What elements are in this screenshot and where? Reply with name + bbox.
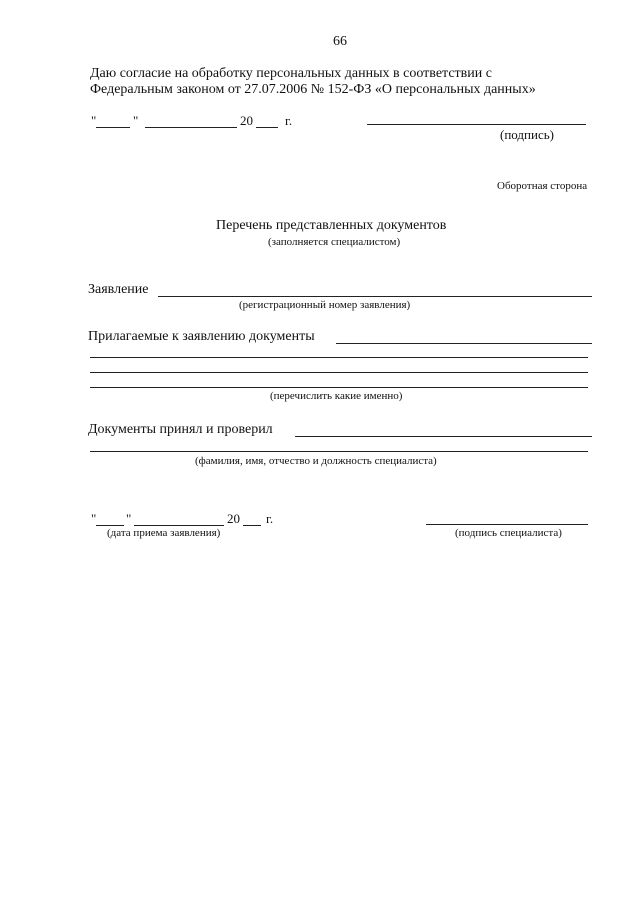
consent-day-field[interactable] [96, 127, 130, 128]
attachments-field-4[interactable] [90, 387, 588, 388]
consent-year-field[interactable] [256, 127, 278, 128]
page-number: 66 [333, 34, 347, 49]
footer-signature-caption: (подпись специалиста) [455, 527, 562, 539]
footer-quote-close: " [126, 511, 132, 526]
accepted-caption: (фамилия, имя, отчество и должность специалиста) [195, 455, 437, 467]
consent-text-line2: Федеральным законом от 27.07.2006 № 152-ФЗ «О персональных данных» [90, 82, 536, 97]
consent-text-line1: Даю согласие на обработку персональных данных в соответствии с [90, 66, 492, 81]
consent-year-prefix: 20 [240, 113, 253, 128]
consent-year-suffix: г. [285, 113, 293, 128]
attachments-field-3[interactable] [90, 372, 588, 373]
accepted-field-1[interactable] [295, 436, 592, 437]
footer-date-caption: (дата приема заявления) [107, 527, 221, 539]
consent-date-quote-open: " [91, 113, 97, 128]
list-subtitle: (заполняется специалистом) [268, 236, 401, 248]
accepted-label: Документы принял и проверил [88, 422, 273, 437]
footer-quote-open: " [91, 511, 97, 526]
application-label: Заявление [88, 282, 149, 297]
consent-month-field[interactable] [145, 127, 237, 128]
attachments-caption: (перечислить какие именно) [270, 390, 403, 402]
attachments-label: Прилагаемые к заявлению документы [88, 329, 315, 344]
consent-signature-caption: (подпись) [500, 127, 554, 142]
accepted-field-2[interactable] [90, 451, 588, 452]
attachments-field-1[interactable] [336, 343, 592, 344]
reverse-side-label: Оборотная сторона [497, 180, 588, 192]
footer-month-field[interactable] [134, 525, 224, 526]
consent-date-quote-close: " [133, 113, 139, 128]
application-caption: (регистрационный номер заявления) [239, 299, 411, 311]
attachments-field-2[interactable] [90, 357, 588, 358]
footer-year-prefix: 20 [227, 511, 240, 526]
footer-signature-field[interactable] [426, 524, 588, 525]
application-number-field[interactable] [158, 296, 592, 297]
footer-day-field[interactable] [96, 525, 124, 526]
footer-year-field[interactable] [243, 525, 261, 526]
list-title: Перечень представленных документов [216, 218, 447, 233]
footer-year-suffix: г. [266, 511, 274, 526]
consent-signature-field[interactable] [367, 124, 586, 125]
